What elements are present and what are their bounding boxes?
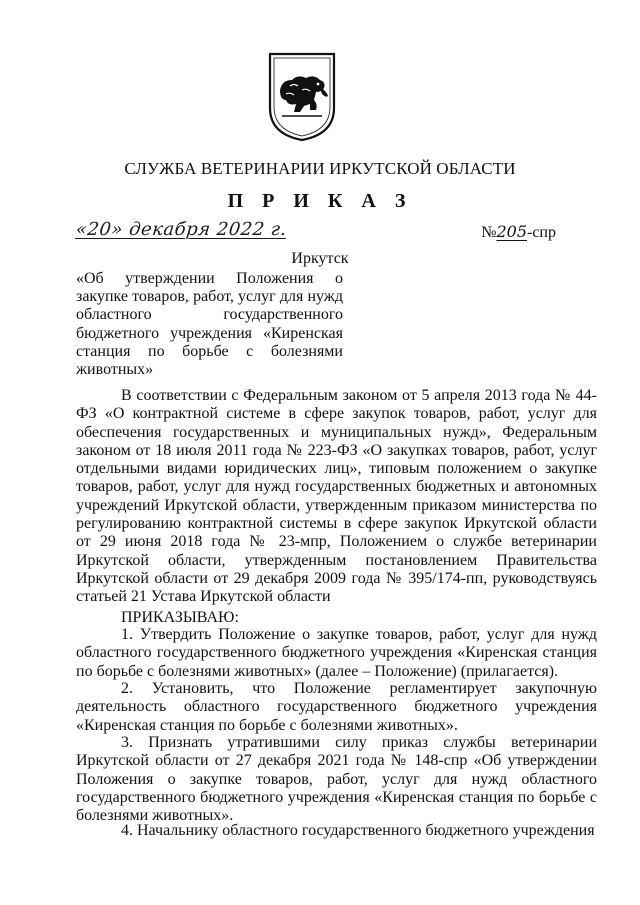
preamble-paragraph: В соответствии с Федеральным законом от 5 апреля 2013 года № 44-ФЗ «О контрактной системе в сфере закупок товаров, работ, услуг для обеспечения государственных и муниципальных нужд», Федеральным законом от 18 июля 2011 года № 223-ФЗ «О закупках товаров, работ, услуг отдельными видами юридических лиц», типовым положением о закупке товаров, работ, услуг для нужд государственных бюджетных и автономных учреждений Иркутской области, утвержденным приказом министерства по регулированию контрактной системы в сфере закупок Иркутской области от 29 июня 2018 года № 23-мпр, Положением о службе ветеринарии Иркутской области, утвержденным постановлением Правительства Иркутской области от 29 декабря 2009 года № 395/174-пп, руководствуясь статьей 21 Устава Иркутской области bbox=[76, 387, 597, 606]
city-name: Иркутск bbox=[291, 250, 349, 267]
document-type-heading: П Р И К А З bbox=[227, 190, 413, 212]
handwritten-date: «20» декабря 2022 г. bbox=[74, 219, 288, 240]
irkutsk-coat-of-arms-icon bbox=[264, 50, 340, 142]
order-subject: «Об утверждении Положения о закупке товаров, работ, услуг для нужд областного государственного бюджетного учреждения «Киренская станция по борьбе с болезнями животных» bbox=[76, 270, 343, 379]
order-item-1: 1. Утвердить Положение о закупке товаров, работ, услуг для нужд областного государственного бюджетного учреждения «Киренская станция по борьбе с болезнями животных» (далее – Положение) (прилагается). bbox=[76, 626, 597, 680]
order-item-2: 2. Установить, что Положение регламентирует закупочную деятельность областного государственного бюджетного учреждения «Киренская станция по борьбе с болезнями животных». bbox=[76, 680, 597, 734]
number-sign: № bbox=[481, 224, 497, 241]
order-number bbox=[481, 222, 556, 242]
order-item-3: 3. Признать утратившими силу приказ службы ветеринарии Иркутской области от 27 декабря 2021 года № 148-спр «Об утверждении Положения о закупке товаров, работ, услуг для нужд областного государственного бюджетного учреждения «Киренская станция по борьбе с болезнями животных». bbox=[76, 734, 597, 825]
order-keyword: ПРИКАЗЫВАЮ: bbox=[121, 609, 239, 626]
number-suffix: -спр bbox=[527, 224, 556, 241]
order-item-4: 4. Начальнику областного государственного бюджетного учреждения bbox=[121, 822, 595, 839]
agency-title: СЛУЖБА ВЕТЕРИНАРИИ ИРКУТСКОЙ ОБЛАСТИ bbox=[124, 159, 516, 178]
handwritten-number: 205 bbox=[496, 222, 527, 241]
